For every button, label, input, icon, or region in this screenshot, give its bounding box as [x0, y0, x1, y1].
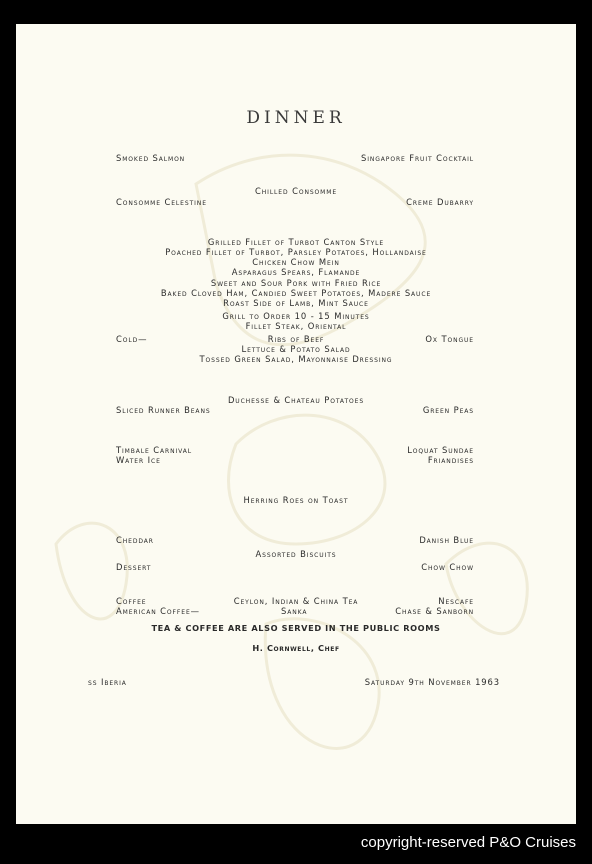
item-ox-tongue: Ox Tongue — [425, 334, 474, 344]
item-green-salad: Tossed Green Salad, Mayonnaise Dressing — [199, 354, 393, 364]
menu-title: DINNER — [246, 108, 346, 128]
copyright-caption: copyright-reserved P&O Cruises — [360, 834, 576, 851]
item-sanka: Sanka — [281, 606, 308, 616]
item-consomme-celestine: Consomme Celestine — [116, 197, 207, 207]
watermark-crest — [16, 24, 576, 824]
item-creme-dubarry: Creme Dubarry — [406, 197, 474, 207]
item-chilled-consomme: Chilled Consomme — [254, 186, 338, 196]
item-cheddar: Cheddar — [116, 535, 154, 545]
item-dessert: Dessert — [116, 562, 152, 572]
item-loquat: Loquat Sundae — [407, 445, 474, 455]
item-turbot-canton: Grilled Fillet of Turbot Canton Style — [207, 237, 385, 247]
item-friandises: Friandises — [427, 455, 474, 465]
item-danish-blue: Danish Blue — [419, 535, 474, 545]
item-biscuits: Assorted Biscuits — [255, 549, 337, 559]
item-runner-beans: Sliced Runner Beans — [116, 405, 211, 415]
item-turbot-poached: Poached Fillet of Turbot, Parsley Potatoes, Hollandaise — [165, 247, 427, 257]
notice-public-rooms: TEA & COFFEE ARE ALSO SERVED IN THE PUBLIC ROOMS — [151, 623, 441, 633]
item-asparagus: Asparagus Spears, Flamande — [231, 267, 361, 277]
item-sweet-sour: Sweet and Sour Pork with Fried Rice — [210, 278, 382, 288]
item-lettuce-potato: Lettuce & Potato Salad — [241, 344, 351, 354]
item-timbale: Timbale Carnival — [116, 445, 193, 455]
item-singapore-cocktail: Singapore Fruit Cocktail — [360, 153, 474, 163]
item-water-ice: Water Ice — [116, 455, 161, 465]
item-cloved-ham: Baked Cloved Ham, Candied Sweet Potatoes, Madere Sauce — [160, 288, 432, 298]
item-roast-lamb: Roast Side of Lamb, Mint Sauce — [223, 298, 369, 308]
item-herring: Herring Roes on Toast — [243, 495, 349, 505]
item-smoked-salmon: Smoked Salmon — [116, 153, 186, 163]
chef-signature: H. Cornwell, Chef — [252, 643, 340, 653]
label-cold: Cold— — [116, 334, 148, 344]
item-coffee: Coffee — [116, 596, 147, 606]
item-ribs-beef: Ribs of Beef — [267, 334, 325, 344]
item-chase-sanborn: Chase & Sanborn — [395, 606, 474, 616]
item-american-coffee: American Coffee— — [116, 606, 200, 616]
menu-card — [16, 24, 576, 824]
item-nescafe: Nescafe — [438, 596, 474, 606]
item-grill-order: Grill to Order 10 - 15 Minutes — [222, 311, 370, 321]
item-tea: Ceylon, Indian & China Tea — [233, 596, 359, 606]
item-chow-mein: Chicken Chow Mein — [252, 257, 340, 267]
item-fillet-steak: Fillet Steak, Oriental — [245, 321, 347, 331]
item-green-peas: Green Peas — [422, 405, 474, 415]
item-duchesse-potatoes: Duchesse & Chateau Potatoes — [227, 395, 365, 405]
menu-date: Saturday 9th November 1963 — [364, 677, 500, 687]
item-chow-chow: Chow Chow — [421, 562, 474, 572]
ship-name: ss Iberia — [88, 677, 127, 687]
